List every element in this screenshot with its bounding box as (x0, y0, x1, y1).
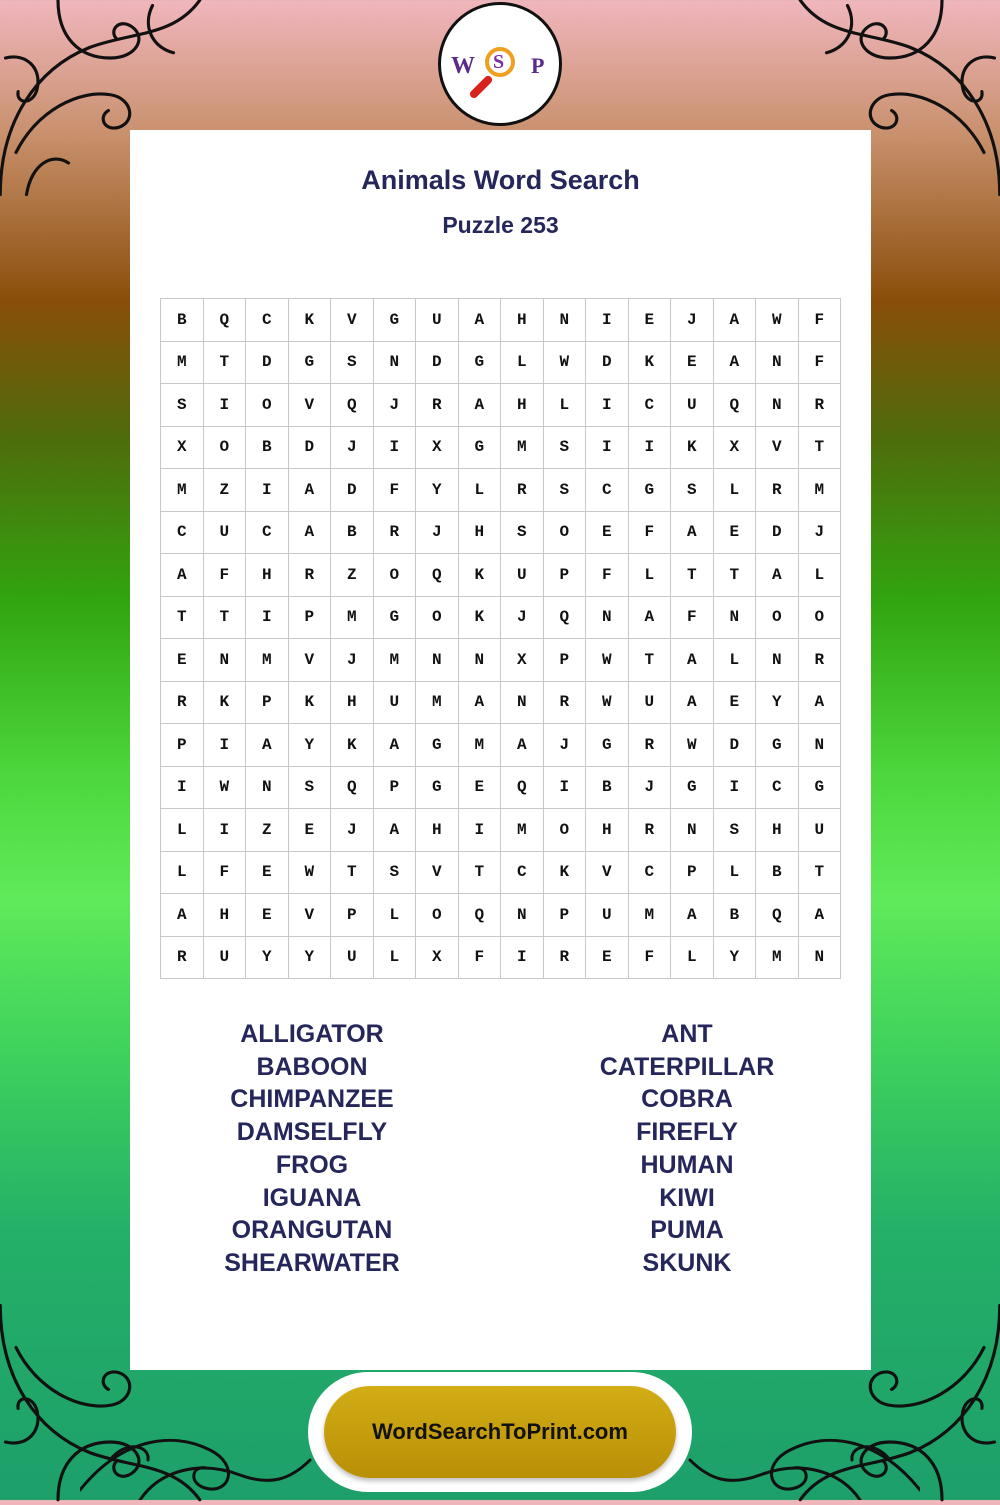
grid-cell[interactable]: M (799, 469, 842, 512)
logo-letter-s: S (493, 51, 505, 73)
grid-cell[interactable]: A (459, 682, 502, 725)
grid-cell[interactable]: H (246, 554, 289, 597)
website-link-button[interactable]: WordSearchToPrint.com (324, 1386, 676, 1478)
grid-cell[interactable]: U (586, 894, 629, 937)
grid-cell[interactable]: R (629, 724, 672, 767)
grid-cell[interactable]: A (714, 299, 757, 342)
grid-cell[interactable]: T (671, 554, 714, 597)
grid-cell[interactable]: E (671, 342, 714, 385)
grid-cell[interactable]: V (416, 852, 459, 895)
grid-cell[interactable]: G (416, 767, 459, 810)
grid-cell[interactable]: M (501, 427, 544, 470)
grid-cell[interactable]: T (331, 852, 374, 895)
word-item: KIWI (659, 1183, 715, 1212)
grid-cell[interactable]: T (204, 597, 247, 640)
grid-cell[interactable]: I (246, 469, 289, 512)
word-item: FROG (275, 1150, 349, 1179)
grid-cell[interactable]: F (629, 937, 672, 980)
logo-letter-w: W (451, 53, 475, 79)
grid-cell[interactable]: J (544, 724, 587, 767)
grid-cell[interactable]: N (756, 639, 799, 682)
grid-cell[interactable]: F (629, 512, 672, 555)
grid-cell[interactable]: X (416, 937, 459, 980)
grid-cell[interactable]: E (161, 639, 204, 682)
grid-cell[interactable]: A (671, 894, 714, 937)
grid-cell[interactable]: A (671, 512, 714, 555)
grid-cell[interactable]: S (544, 469, 587, 512)
grid-cell[interactable]: F (459, 937, 502, 980)
grid-cell[interactable]: Y (246, 937, 289, 980)
grid-cell[interactable]: W (544, 342, 587, 385)
word-item: SHEARWATER (224, 1248, 400, 1277)
grid-cell[interactable]: E (289, 809, 332, 852)
grid-cell[interactable]: M (374, 639, 417, 682)
word-item: COBRA (641, 1085, 733, 1114)
grid-cell[interactable]: A (374, 724, 417, 767)
grid-cell[interactable]: D (246, 342, 289, 385)
grid-cell[interactable]: A (246, 724, 289, 767)
grid-cell[interactable]: P (544, 639, 587, 682)
grid-cell[interactable]: Q (501, 767, 544, 810)
grid-cell[interactable]: I (204, 384, 247, 427)
grid-cell[interactable]: R (544, 937, 587, 980)
grid-cell[interactable]: R (161, 682, 204, 725)
grid-cell[interactable]: R (799, 639, 842, 682)
grid-cell[interactable]: Q (714, 384, 757, 427)
grid-cell[interactable]: L (501, 342, 544, 385)
grid-cell[interactable]: S (161, 384, 204, 427)
grid-cell[interactable]: N (714, 597, 757, 640)
grid-cell[interactable]: P (246, 682, 289, 725)
grid-cell[interactable]: I (586, 299, 629, 342)
grid-cell[interactable]: J (799, 512, 842, 555)
grid-cell[interactable]: N (459, 639, 502, 682)
grid-cell[interactable]: N (501, 682, 544, 725)
grid-cell[interactable]: D (416, 342, 459, 385)
grid-cell[interactable]: C (501, 852, 544, 895)
grid-cell[interactable]: P (289, 597, 332, 640)
grid-cell[interactable]: D (289, 427, 332, 470)
grid-cell[interactable]: R (629, 809, 672, 852)
grid-cell[interactable]: H (756, 809, 799, 852)
grid-cell[interactable]: U (204, 512, 247, 555)
grid-cell[interactable]: K (289, 682, 332, 725)
grid-cell[interactable]: O (374, 554, 417, 597)
grid-cell[interactable]: D (714, 724, 757, 767)
grid-cell[interactable]: J (331, 639, 374, 682)
grid-cell[interactable]: I (629, 427, 672, 470)
footer-badge (308, 1372, 692, 1492)
grid-cell[interactable]: Y (289, 937, 332, 980)
grid-cell[interactable]: C (629, 384, 672, 427)
grid-cell[interactable]: Q (544, 597, 587, 640)
grid-cell[interactable]: M (629, 894, 672, 937)
grid-cell[interactable]: K (629, 342, 672, 385)
grid-cell[interactable]: Q (204, 299, 247, 342)
grid-cell[interactable]: H (501, 299, 544, 342)
grid-cell[interactable]: N (416, 639, 459, 682)
letter-grid (160, 298, 841, 979)
grid-cell[interactable]: T (161, 597, 204, 640)
grid-cell[interactable]: K (204, 682, 247, 725)
grid-cell[interactable]: G (374, 299, 417, 342)
grid-cell[interactable]: R (289, 554, 332, 597)
grid-cell[interactable]: Q (756, 894, 799, 937)
grid-cell[interactable]: U (204, 937, 247, 980)
grid-cell[interactable]: I (204, 809, 247, 852)
grid-cell[interactable]: O (246, 384, 289, 427)
grid-cell[interactable]: U (501, 554, 544, 597)
grid-cell[interactable]: R (416, 384, 459, 427)
grid-cell[interactable]: M (331, 597, 374, 640)
grid-cell[interactable]: N (544, 299, 587, 342)
grid-cell[interactable]: H (501, 384, 544, 427)
grid-cell[interactable]: H (204, 894, 247, 937)
grid-cell[interactable]: U (671, 384, 714, 427)
grid-cell[interactable]: T (799, 852, 842, 895)
grid-cell[interactable]: M (161, 342, 204, 385)
grid-cell[interactable]: N (799, 937, 842, 980)
word-item: PUMA (650, 1216, 724, 1245)
grid-cell[interactable]: V (586, 852, 629, 895)
grid-cell[interactable]: I (544, 767, 587, 810)
grid-cell[interactable]: W (586, 639, 629, 682)
grid-cell[interactable]: X (161, 427, 204, 470)
grid-cell[interactable]: N (671, 809, 714, 852)
grid-cell[interactable]: A (459, 299, 502, 342)
grid-cell[interactable]: R (799, 384, 842, 427)
grid-cell[interactable]: B (246, 427, 289, 470)
grid-cell[interactable]: S (501, 512, 544, 555)
grid-cell[interactable]: X (501, 639, 544, 682)
grid-cell[interactable]: L (374, 894, 417, 937)
grid-cell[interactable]: M (246, 639, 289, 682)
grid-cell[interactable]: H (331, 682, 374, 725)
grid-cell[interactable]: V (289, 894, 332, 937)
grid-cell[interactable]: U (416, 299, 459, 342)
word-item: ANT (661, 1020, 713, 1048)
grid-cell[interactable]: N (756, 342, 799, 385)
grid-cell[interactable]: N (204, 639, 247, 682)
grid-cell[interactable]: G (374, 597, 417, 640)
bottom-ornament-right (660, 1360, 920, 1500)
grid-cell[interactable]: F (204, 852, 247, 895)
grid-cell[interactable]: G (289, 342, 332, 385)
grid-cell[interactable]: A (629, 597, 672, 640)
grid-cell[interactable]: I (374, 427, 417, 470)
grid-cell[interactable]: U (799, 809, 842, 852)
grid-cell[interactable]: K (289, 299, 332, 342)
word-item: CATERPILLAR (599, 1052, 775, 1081)
grid-cell[interactable]: E (246, 852, 289, 895)
grid-cell[interactable]: W (671, 724, 714, 767)
grid-cell[interactable]: Y (756, 682, 799, 725)
grid-cell[interactable]: A (501, 724, 544, 767)
grid-cell[interactable]: Z (246, 809, 289, 852)
word-item: IGUANA (262, 1183, 362, 1212)
grid-cell[interactable]: U (374, 682, 417, 725)
grid-cell[interactable]: Y (416, 469, 459, 512)
grid-cell[interactable]: J (671, 299, 714, 342)
grid-cell[interactable]: D (586, 342, 629, 385)
grid-cell[interactable]: R (501, 469, 544, 512)
grid-cell[interactable]: B (161, 299, 204, 342)
grid-cell[interactable]: V (331, 299, 374, 342)
grid-cell[interactable]: E (459, 767, 502, 810)
grid-cell[interactable]: D (331, 469, 374, 512)
grid-cell[interactable]: L (374, 937, 417, 980)
grid-cell[interactable]: T (629, 639, 672, 682)
grid-cell[interactable]: A (756, 554, 799, 597)
logo-letter-p: P (531, 53, 545, 78)
grid-cell[interactable]: B (714, 894, 757, 937)
grid-cell[interactable]: Y (289, 724, 332, 767)
grid-cell[interactable]: J (374, 384, 417, 427)
grid-cell[interactable]: A (799, 682, 842, 725)
grid-cell[interactable]: I (161, 767, 204, 810)
grid-cell[interactable]: N (756, 384, 799, 427)
grid-cell[interactable]: J (629, 767, 672, 810)
grid-cell[interactable]: R (374, 512, 417, 555)
grid-cell[interactable]: G (756, 724, 799, 767)
grid-cell[interactable]: A (799, 894, 842, 937)
grid-cell[interactable]: Q (331, 384, 374, 427)
grid-cell[interactable]: Z (331, 554, 374, 597)
grid-cell[interactable]: O (544, 809, 587, 852)
grid-cell[interactable]: S (544, 427, 587, 470)
word-item: SKUNK (642, 1248, 732, 1277)
grid-cell[interactable]: G (416, 724, 459, 767)
grid-cell[interactable]: I (459, 809, 502, 852)
grid-cell[interactable]: A (459, 384, 502, 427)
grid-cell[interactable]: N (501, 894, 544, 937)
word-list-right (552, 1018, 822, 1280)
grid-cell[interactable]: P (374, 767, 417, 810)
puzzle-number: Puzzle 253 (442, 212, 559, 238)
grid-cell[interactable]: L (161, 809, 204, 852)
grid-cell[interactable]: I (586, 427, 629, 470)
grid-cell[interactable]: O (204, 427, 247, 470)
grid-cell[interactable]: G (459, 427, 502, 470)
word-item: BABOON (256, 1052, 368, 1081)
grid-cell[interactable]: J (416, 512, 459, 555)
grid-cell[interactable]: K (459, 597, 502, 640)
grid-cell[interactable]: N (799, 724, 842, 767)
grid-cell[interactable]: O (416, 894, 459, 937)
grid-cell[interactable]: V (289, 639, 332, 682)
wsp-logo[interactable] (438, 2, 562, 126)
grid-cell[interactable]: S (714, 809, 757, 852)
grid-cell[interactable]: L (459, 469, 502, 512)
word-item: CHIMPANZEE (230, 1085, 394, 1114)
grid-cell[interactable]: V (756, 427, 799, 470)
grid-cell[interactable]: Y (714, 937, 757, 980)
grid-cell[interactable]: O (799, 597, 842, 640)
grid-cell[interactable]: H (586, 809, 629, 852)
grid-cell[interactable]: L (671, 937, 714, 980)
grid-cell[interactable]: P (671, 852, 714, 895)
grid-cell[interactable]: C (756, 767, 799, 810)
grid-cell[interactable]: Q (416, 554, 459, 597)
grid-cell[interactable]: T (799, 427, 842, 470)
grid-cell[interactable]: T (714, 554, 757, 597)
grid-cell[interactable]: F (799, 342, 842, 385)
grid-cell[interactable]: G (629, 469, 672, 512)
grid-cell[interactable]: A (374, 809, 417, 852)
grid-cell[interactable]: R (544, 682, 587, 725)
grid-cell[interactable]: M (501, 809, 544, 852)
grid-cell[interactable]: L (714, 469, 757, 512)
grid-cell[interactable]: A (289, 512, 332, 555)
grid-cell[interactable]: F (374, 469, 417, 512)
grid-cell[interactable]: A (671, 682, 714, 725)
grid-cell[interactable]: E (714, 682, 757, 725)
grid-cell[interactable]: A (161, 894, 204, 937)
grid-cell[interactable]: L (799, 554, 842, 597)
grid-cell[interactable]: A (289, 469, 332, 512)
grid-cell[interactable]: J (331, 427, 374, 470)
grid-cell[interactable]: C (161, 512, 204, 555)
grid-cell[interactable]: N (374, 342, 417, 385)
grid-cell[interactable]: B (756, 852, 799, 895)
page-title: Animals Word Search (361, 165, 640, 195)
grid-cell[interactable]: M (756, 937, 799, 980)
grid-cell[interactable]: W (204, 767, 247, 810)
grid-cell[interactable]: E (246, 894, 289, 937)
grid-cell[interactable]: N (586, 597, 629, 640)
grid-cell[interactable]: C (629, 852, 672, 895)
grid-cell[interactable]: Q (331, 767, 374, 810)
grid-cell[interactable]: X (714, 427, 757, 470)
grid-cell[interactable]: I (204, 724, 247, 767)
word-item: HUMAN (640, 1150, 734, 1179)
grid-cell[interactable]: T (459, 852, 502, 895)
bottom-ornament-left (80, 1360, 340, 1500)
grid-cell[interactable]: L (161, 852, 204, 895)
grid-cell[interactable]: G (586, 724, 629, 767)
grid-cell[interactable]: I (586, 384, 629, 427)
grid-cell[interactable]: L (544, 384, 587, 427)
grid-cell[interactable]: F (799, 299, 842, 342)
grid-cell[interactable]: F (204, 554, 247, 597)
grid-cell[interactable]: J (501, 597, 544, 640)
grid-cell[interactable]: B (586, 767, 629, 810)
word-item: ALLIGATOR (240, 1020, 384, 1048)
grid-cell[interactable]: P (544, 554, 587, 597)
grid-cell[interactable]: G (799, 767, 842, 810)
grid-cell[interactable]: O (416, 597, 459, 640)
grid-cell[interactable]: W (586, 682, 629, 725)
grid-cell[interactable]: E (586, 512, 629, 555)
grid-cell[interactable]: C (246, 512, 289, 555)
grid-cell[interactable]: R (756, 469, 799, 512)
grid-cell[interactable]: K (331, 724, 374, 767)
grid-cell[interactable]: P (544, 894, 587, 937)
grid-cell[interactable]: F (586, 554, 629, 597)
grid-cell[interactable]: V (289, 384, 332, 427)
grid-cell[interactable]: A (671, 639, 714, 682)
grid-cell[interactable]: G (671, 767, 714, 810)
word-list-left (177, 1018, 447, 1280)
grid-cell[interactable]: U (331, 937, 374, 980)
grid-cell[interactable]: P (161, 724, 204, 767)
grid-cell[interactable]: H (416, 809, 459, 852)
grid-cell[interactable]: W (756, 299, 799, 342)
grid-cell[interactable]: I (246, 597, 289, 640)
grid-cell[interactable]: L (714, 852, 757, 895)
grid-cell[interactable]: B (331, 512, 374, 555)
grid-cell[interactable]: M (416, 682, 459, 725)
grid-cell[interactable]: H (459, 512, 502, 555)
grid-cell[interactable]: E (714, 512, 757, 555)
grid-cell[interactable]: E (629, 299, 672, 342)
word-item: DAMSELFLY (236, 1118, 388, 1147)
grid-cell[interactable]: L (629, 554, 672, 597)
grid-cell[interactable]: S (331, 342, 374, 385)
grid-cell[interactable]: E (586, 937, 629, 980)
grid-cell[interactable]: Z (204, 469, 247, 512)
grid-cell[interactable]: I (501, 937, 544, 980)
grid-cell[interactable]: T (204, 342, 247, 385)
grid-cell[interactable]: A (714, 342, 757, 385)
grid-cell[interactable]: K (544, 852, 587, 895)
grid-cell[interactable]: G (459, 342, 502, 385)
word-item: FIREFLY (636, 1118, 738, 1147)
grid-cell[interactable]: N (246, 767, 289, 810)
grid-cell[interactable]: S (374, 852, 417, 895)
grid-cell[interactable]: W (289, 852, 332, 895)
grid-cell[interactable]: M (161, 469, 204, 512)
grid-cell[interactable]: O (544, 512, 587, 555)
grid-cell[interactable]: P (331, 894, 374, 937)
grid-cell[interactable]: C (586, 469, 629, 512)
grid-cell[interactable]: F (671, 597, 714, 640)
grid-cell[interactable]: C (246, 299, 289, 342)
grid-cell[interactable]: A (161, 554, 204, 597)
grid-cell[interactable]: K (459, 554, 502, 597)
grid-cell[interactable]: L (714, 639, 757, 682)
grid-cell[interactable]: K (671, 427, 714, 470)
grid-cell[interactable]: S (289, 767, 332, 810)
grid-cell[interactable]: M (459, 724, 502, 767)
grid-cell[interactable]: D (756, 512, 799, 555)
puzzle-card (130, 130, 871, 1370)
grid-cell[interactable]: U (629, 682, 672, 725)
grid-cell[interactable]: O (756, 597, 799, 640)
grid-cell[interactable]: I (714, 767, 757, 810)
grid-cell[interactable]: S (671, 469, 714, 512)
grid-cell[interactable]: J (331, 809, 374, 852)
word-item: ORANGUTAN (231, 1216, 393, 1245)
grid-cell[interactable]: R (161, 937, 204, 980)
grid-cell[interactable]: Q (459, 894, 502, 937)
grid-cell[interactable]: X (416, 427, 459, 470)
